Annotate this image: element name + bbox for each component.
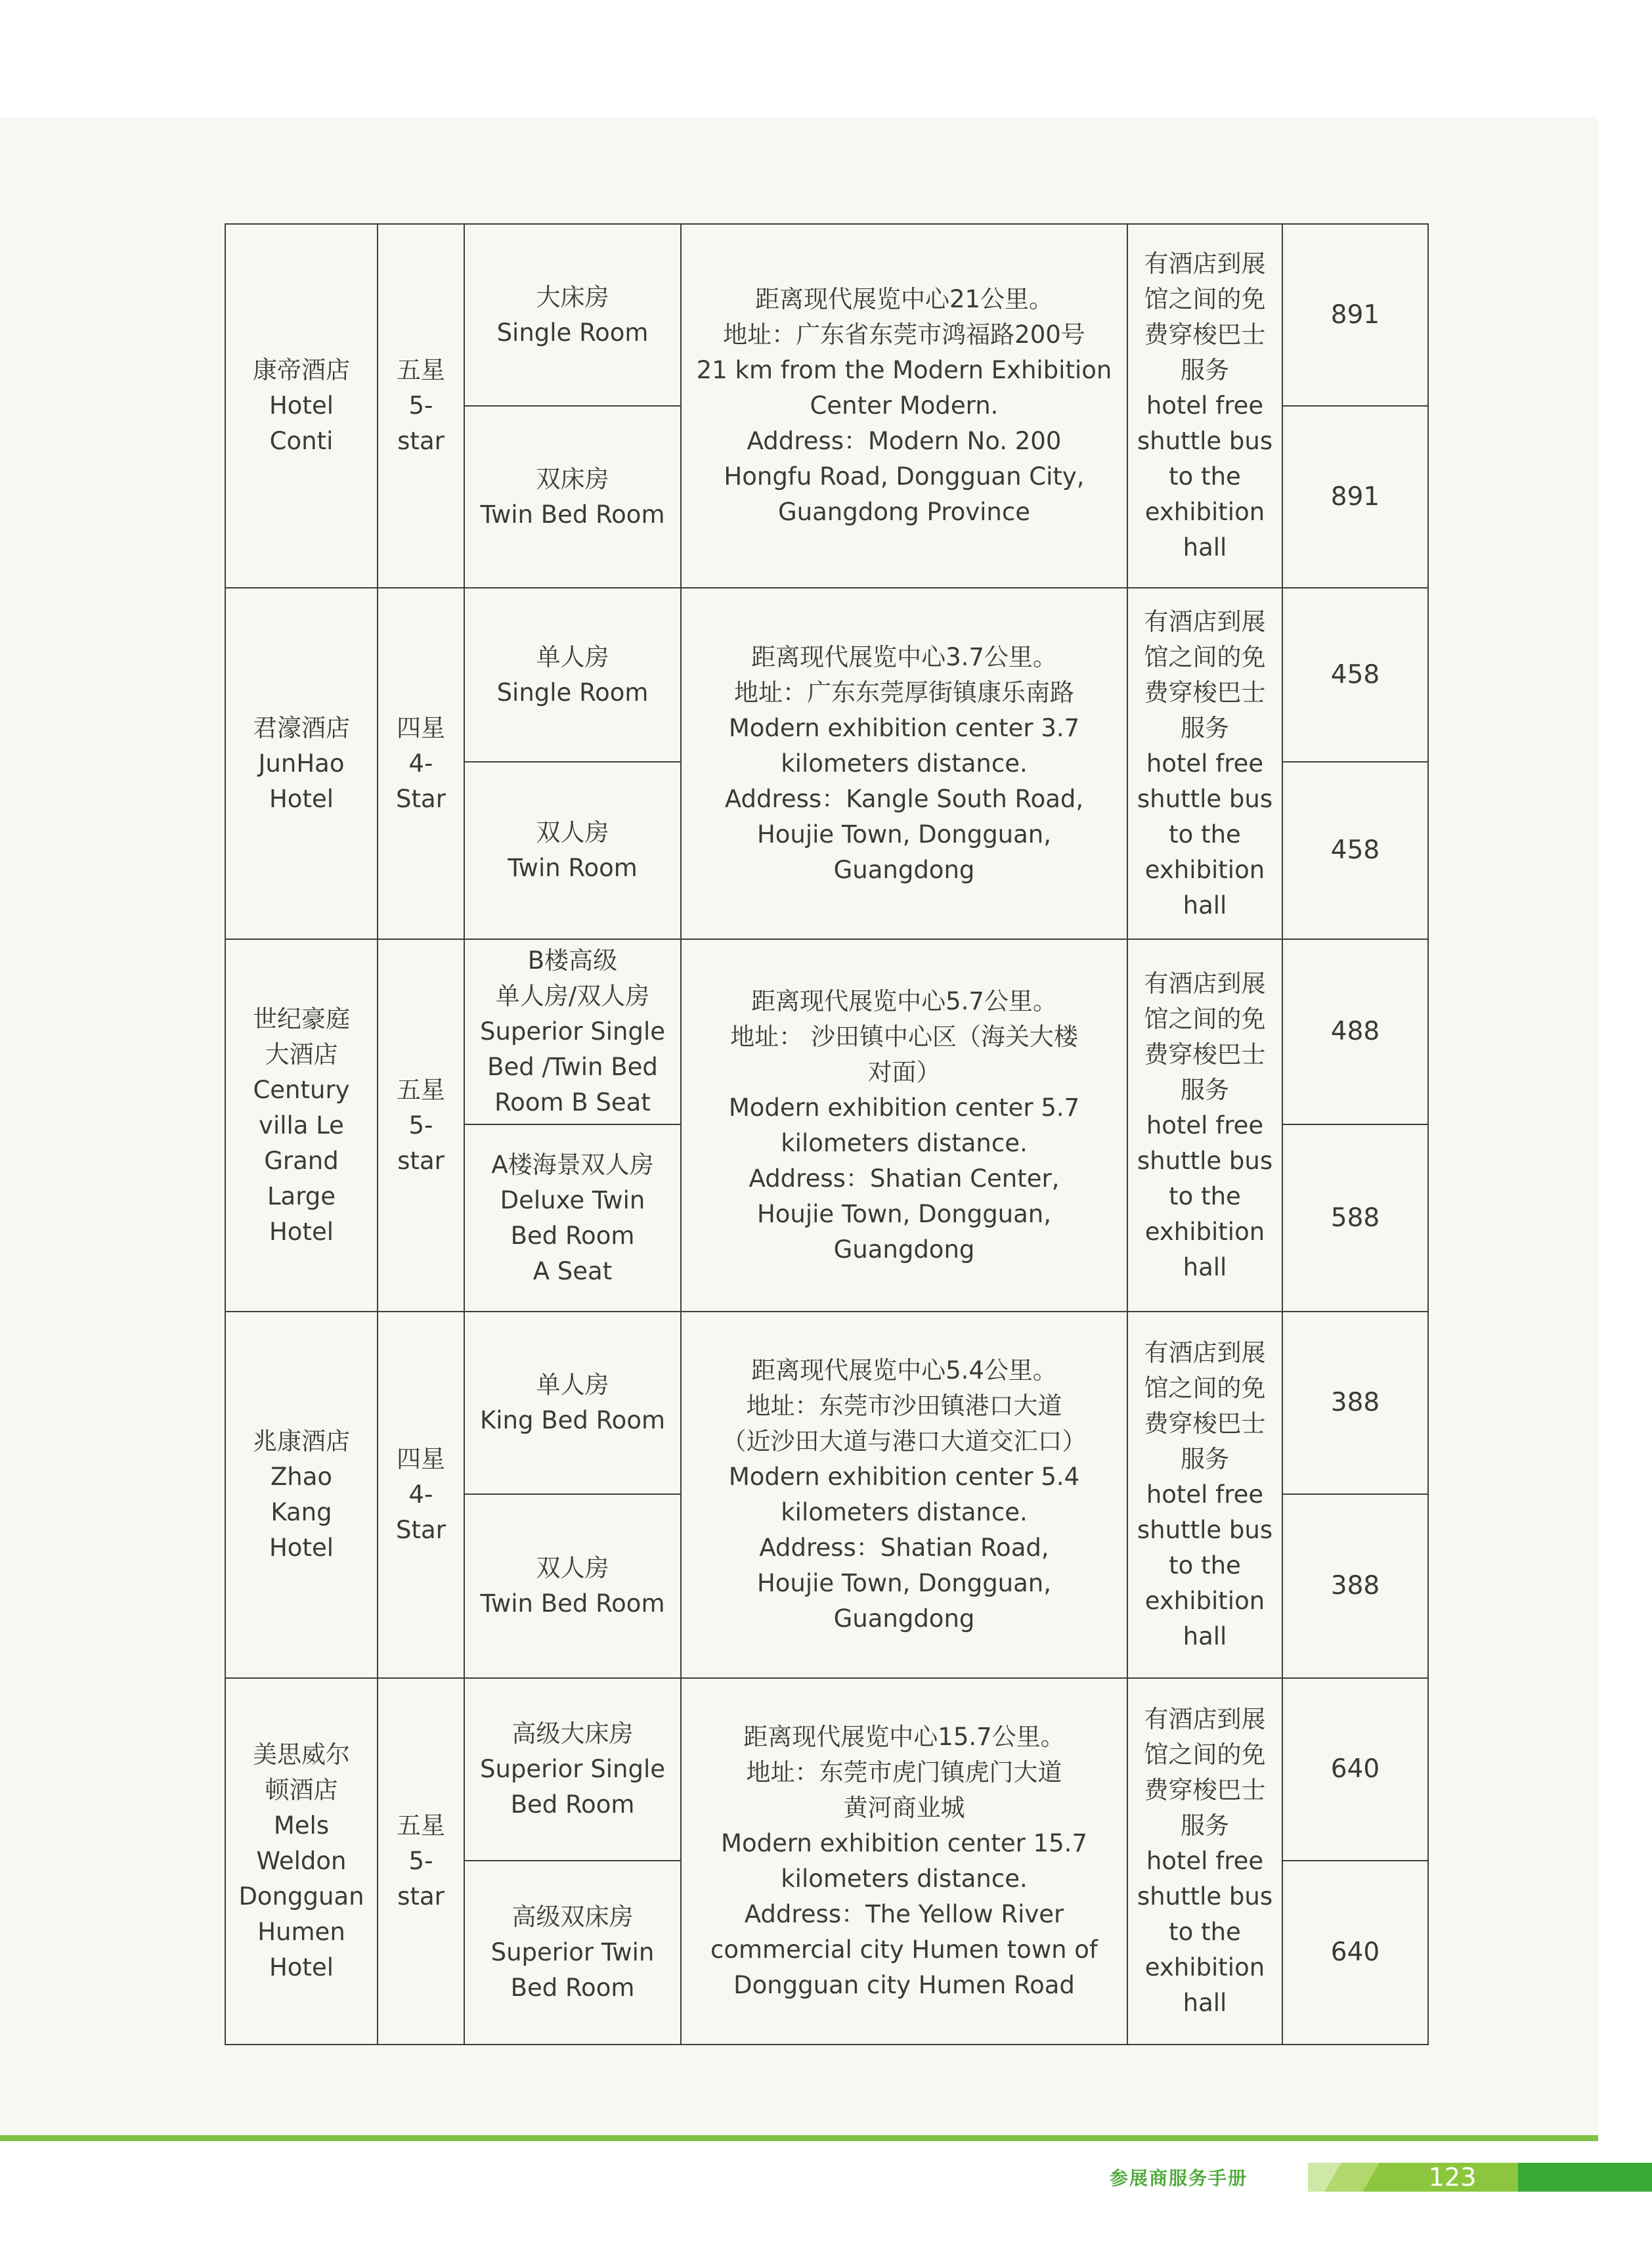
location-description-line: Houjie Town, Dongguan, <box>756 1199 1052 1228</box>
table-row <box>225 588 1428 762</box>
star-rating-line: 5- <box>408 1847 433 1875</box>
room-type-line: Bed /Twin Bed <box>487 1053 658 1081</box>
room-type-line: Single Room <box>496 678 649 707</box>
location-description-line: 地址：东莞市虎门镇虎门大道 <box>746 1758 1062 1786</box>
manual-title: 参展商服务手册 <box>1110 2167 1248 2189</box>
room-type-line: 大床房 <box>536 282 609 311</box>
shuttle-service <box>1127 1312 1282 1678</box>
star-rating-line: 五星 <box>397 356 445 384</box>
shuttle-service-line: hall <box>1183 533 1227 562</box>
room-type-line: 单人房 <box>536 1371 609 1399</box>
location-description-line: 距离现代展览中心5.7公里。 <box>751 986 1057 1015</box>
shuttle-service-line: hotel free <box>1146 749 1264 778</box>
location-description-line: 地址：广东省东莞市鸿福路200号 <box>723 321 1085 349</box>
room-type <box>464 224 681 406</box>
room-price: 388 <box>1282 1312 1428 1494</box>
room-price: 588 <box>1282 1124 1428 1312</box>
shuttle-service-line: hall <box>1183 1989 1227 2017</box>
room-type-line: 高级双床房 <box>511 1903 634 1931</box>
room-type <box>464 588 681 762</box>
star-rating-line: star <box>397 1146 445 1175</box>
location-description-line: commercial city Humen town of <box>710 1936 1098 1964</box>
room-price: 388 <box>1282 1494 1428 1678</box>
footer-line <box>0 2135 1598 2141</box>
hotel-name-line: Weldon <box>256 1847 347 1875</box>
room-price: 458 <box>1282 588 1428 762</box>
hotel-name-line: Conti <box>269 427 334 455</box>
location-description-line: kilometers distance. <box>781 1128 1028 1157</box>
hotel-name-line: Zhao <box>270 1463 333 1491</box>
hotel-name-line: Mels <box>273 1811 330 1840</box>
room-type-line: A楼海景双人房 <box>491 1150 654 1179</box>
room-type <box>464 1124 681 1312</box>
location-description <box>681 1678 1127 2045</box>
table-row <box>225 1312 1428 1494</box>
hotel-name-line: Hotel <box>269 1217 334 1246</box>
location-description-line: Houjie Town, Dongguan, <box>756 1569 1052 1597</box>
shuttle-service-line: 馆之间的免 <box>1144 642 1266 671</box>
location-description <box>681 588 1127 939</box>
shuttle-service-line: 服务 <box>1181 713 1229 742</box>
shuttle-service-line: hall <box>1183 1252 1227 1281</box>
table-row <box>225 939 1428 1124</box>
room-type <box>464 1678 681 1861</box>
location-description-line: kilometers distance. <box>781 749 1028 778</box>
location-description-line: Modern exhibition center 3.7 <box>728 713 1080 742</box>
shuttle-service-line: exhibition <box>1144 1953 1265 1981</box>
location-description-line: Modern exhibition center 5.7 <box>728 1093 1080 1122</box>
location-description <box>681 224 1127 588</box>
hotel-name-line: Hotel <box>269 391 334 420</box>
star-rating-line: 五星 <box>397 1811 445 1840</box>
hotel-name-line: Grand <box>264 1146 339 1175</box>
shuttle-service-line: exhibition <box>1144 498 1265 526</box>
location-description <box>681 939 1127 1312</box>
room-type-line: 单人房 <box>536 642 609 671</box>
room-type-line: King Bed Room <box>480 1406 665 1434</box>
shuttle-service-line: exhibition <box>1144 1587 1265 1615</box>
room-type-line: Twin Room <box>508 854 638 882</box>
location-description-line: 黄河商业城 <box>843 1794 965 1822</box>
hotel-name <box>225 939 378 1312</box>
room-type-line: Deluxe Twin <box>500 1185 645 1214</box>
shuttle-service-line: 费穿梭巴士 <box>1144 1040 1266 1069</box>
hotel-name-line: 兆康酒店 <box>253 1427 350 1455</box>
star-rating <box>378 939 464 1312</box>
star-rating <box>378 1312 464 1678</box>
room-type <box>464 762 681 939</box>
room-price: 891 <box>1282 406 1428 588</box>
room-price: 640 <box>1282 1678 1428 1861</box>
shuttle-service-line: hotel free <box>1146 1111 1264 1140</box>
hotel-name-line: Dongguan <box>238 1882 364 1911</box>
shuttle-service-line: hotel free <box>1146 1480 1264 1509</box>
location-description-line: Address：Modern No. 200 <box>747 427 1062 455</box>
room-type-line: Superior Twin <box>490 1938 655 1966</box>
location-description-line: Modern exhibition center 15.7 <box>721 1829 1087 1857</box>
star-rating-line: star <box>397 1882 445 1911</box>
star-rating-line: star <box>397 427 445 455</box>
shuttle-service-line: exhibition <box>1144 1217 1265 1246</box>
room-type-line: A Seat <box>533 1256 613 1285</box>
location-description-line: 地址： 沙田镇中心区（海关大楼 <box>730 1022 1078 1051</box>
star-rating <box>378 588 464 939</box>
shuttle-service-line: to the <box>1169 1918 1241 1946</box>
footer-stripe <box>1518 2163 1652 2192</box>
location-description-line: 21 km from the Modern Exhibition <box>696 356 1112 384</box>
hotel-name-line: 大酒店 <box>265 1040 338 1069</box>
shuttle-service-line: hotel free <box>1146 391 1264 420</box>
location-description-line: Hongfu Road, Dongguan City, <box>724 462 1085 491</box>
hotel-name-line: Humen <box>257 1918 345 1946</box>
location-description-line: 距离现代展览中心5.4公里。 <box>751 1356 1057 1384</box>
room-type-line: 双床房 <box>536 464 609 493</box>
room-type <box>464 1494 681 1678</box>
shuttle-service-line: 馆之间的免 <box>1144 285 1266 313</box>
location-description-line: （近沙田大道与港口大道交汇口） <box>722 1427 1087 1455</box>
shuttle-service-line: exhibition <box>1144 855 1265 884</box>
star-rating-line: 五星 <box>397 1075 445 1104</box>
star-rating <box>378 1678 464 2045</box>
table-row <box>225 1678 1428 1861</box>
hotel-name <box>225 1678 378 2045</box>
room-type-line: 双人房 <box>536 818 609 847</box>
shuttle-service <box>1127 1678 1282 2045</box>
room-price: 488 <box>1282 939 1428 1124</box>
shuttle-service-line: hotel free <box>1146 1847 1264 1875</box>
hotel-name-line: Century <box>253 1075 350 1104</box>
hotel-table <box>225 223 1429 2045</box>
location-description-line: Address：Shatian Road, <box>759 1534 1049 1562</box>
room-type-line: 双人房 <box>536 1554 609 1582</box>
shuttle-service-line: 有酒店到展 <box>1144 250 1266 278</box>
room-type <box>464 939 681 1124</box>
hotel-name-line: 美思威尔 <box>253 1740 350 1769</box>
star-rating-line: 4- <box>408 749 433 778</box>
room-type-line: Twin Bed Room <box>480 500 665 529</box>
star-rating-line: Star <box>396 784 446 813</box>
star-rating-line: 5- <box>408 1111 433 1140</box>
room-type-line: Twin Bed Room <box>480 1589 665 1618</box>
shuttle-service-line: shuttle bus <box>1137 784 1273 813</box>
shuttle-service-line: 费穿梭巴士 <box>1144 321 1266 349</box>
shuttle-service-line: 费穿梭巴士 <box>1144 1776 1266 1804</box>
room-type-line: 单人房/双人房 <box>495 982 650 1010</box>
location-description-line: Address：Shatian Center, <box>749 1164 1060 1193</box>
table-row <box>225 224 1428 406</box>
location-description <box>681 1312 1127 1678</box>
location-description-line: 距离现代展览中心15.7公里。 <box>743 1723 1065 1751</box>
shuttle-service-line: 费穿梭巴士 <box>1144 678 1266 707</box>
shuttle-service-line: 有酒店到展 <box>1144 607 1266 636</box>
location-description-line: Dongguan city Humen Road <box>733 1971 1075 1999</box>
location-description-line: Address：The Yellow River <box>744 1900 1064 1928</box>
shuttle-service <box>1127 588 1282 939</box>
room-type <box>464 1312 681 1494</box>
room-type <box>464 1861 681 2045</box>
location-description-line: 距离现代展览中心3.7公里。 <box>751 642 1057 671</box>
location-description-line: 对面） <box>867 1057 941 1086</box>
room-price: 891 <box>1282 224 1428 406</box>
shuttle-service-line: 费穿梭巴士 <box>1144 1409 1266 1438</box>
shuttle-service-line: to the <box>1169 462 1241 491</box>
shuttle-service-line: 馆之间的免 <box>1144 1004 1266 1033</box>
location-description-line: Houjie Town, Dongguan, <box>756 820 1052 849</box>
star-rating-line: Star <box>396 1516 446 1544</box>
shuttle-service-line: shuttle bus <box>1137 1516 1273 1544</box>
shuttle-service-line: 服务 <box>1181 356 1229 384</box>
shuttle-service-line: 服务 <box>1181 1445 1229 1473</box>
shuttle-service-line: hall <box>1183 1622 1227 1650</box>
location-description-line: Modern exhibition center 5.4 <box>728 1463 1080 1491</box>
shuttle-service-line: 服务 <box>1181 1811 1229 1840</box>
room-price: 640 <box>1282 1861 1428 2045</box>
room-price: 458 <box>1282 762 1428 939</box>
location-description-line: 地址：东莞市沙田镇港口大道 <box>746 1392 1062 1420</box>
room-type-line: 高级大床房 <box>511 1719 634 1748</box>
location-description-line: kilometers distance. <box>781 1498 1028 1526</box>
hotel-name-line: 顿酒店 <box>265 1776 338 1804</box>
room-type-line: Single Room <box>496 318 649 347</box>
star-rating-line: 4- <box>408 1480 433 1509</box>
hotel-name-line: Hotel <box>269 1953 334 1981</box>
shuttle-service-line: 有酒店到展 <box>1144 1705 1266 1733</box>
shuttle-service-line: 馆之间的免 <box>1144 1740 1266 1769</box>
shuttle-service-line: shuttle bus <box>1137 427 1273 455</box>
room-type-line: Superior Single <box>479 1755 666 1783</box>
shuttle-service-line: shuttle bus <box>1137 1146 1273 1175</box>
shuttle-service <box>1127 939 1282 1312</box>
location-description-line: Address：Kangle South Road, <box>724 784 1084 813</box>
hotel-name-line: Hotel <box>269 784 334 813</box>
hotel-name-line: Kang <box>271 1498 332 1526</box>
location-description-line: 距离现代展览中心21公里。 <box>754 285 1054 313</box>
hotel-name-line: JunHao <box>258 749 345 778</box>
star-rating <box>378 224 464 588</box>
location-description-line: kilometers distance. <box>781 1865 1028 1893</box>
hotel-name-line: villa Le <box>259 1111 344 1140</box>
location-description-line: Guangdong Province <box>778 498 1030 526</box>
shuttle-service <box>1127 224 1282 588</box>
room-type-line: Superior Single <box>479 1017 666 1046</box>
hotel-name <box>225 588 378 939</box>
room-type-line: Bed Room <box>510 1221 635 1250</box>
shuttle-service-line: hall <box>1183 891 1227 919</box>
hotel-name-line: Large <box>267 1182 336 1210</box>
star-rating-line: 5- <box>408 391 433 420</box>
room-type-line: Bed Room <box>510 1974 635 2002</box>
shuttle-service-line: to the <box>1169 1182 1241 1210</box>
shuttle-service-line: 服务 <box>1181 1075 1229 1104</box>
star-rating-line: 四星 <box>397 713 445 742</box>
hotel-name <box>225 1312 378 1678</box>
location-description-line: Guangdong <box>833 855 975 884</box>
room-type-line: B楼高级 <box>527 946 618 975</box>
room-type <box>464 406 681 588</box>
shuttle-service-line: 有酒店到展 <box>1144 1339 1266 1367</box>
hotel-name-line: 君濠酒店 <box>253 713 350 742</box>
location-description-line: Guangdong <box>833 1605 975 1633</box>
hotel-name-line: 康帝酒店 <box>253 356 350 384</box>
location-description-line: 地址：广东东莞厚街镇康乐南路 <box>734 678 1074 707</box>
room-type-line: Room B Seat <box>494 1088 651 1117</box>
star-rating-line: 四星 <box>397 1445 445 1473</box>
shuttle-service-line: 有酒店到展 <box>1144 969 1266 998</box>
shuttle-service-line: to the <box>1169 820 1241 849</box>
location-description-line: Center Modern. <box>810 391 999 420</box>
shuttle-service-line: shuttle bus <box>1137 1882 1273 1911</box>
shuttle-service-line: 馆之间的免 <box>1144 1374 1266 1402</box>
page-number: 123 <box>1387 2163 1518 2192</box>
hotel-name-line: Hotel <box>269 1534 334 1562</box>
hotel-name-line: 世纪豪庭 <box>253 1004 350 1033</box>
location-description-line: Guangdong <box>833 1235 975 1264</box>
room-type-line: Bed Room <box>510 1790 635 1819</box>
shuttle-service-line: to the <box>1169 1551 1241 1580</box>
hotel-name <box>225 224 378 588</box>
